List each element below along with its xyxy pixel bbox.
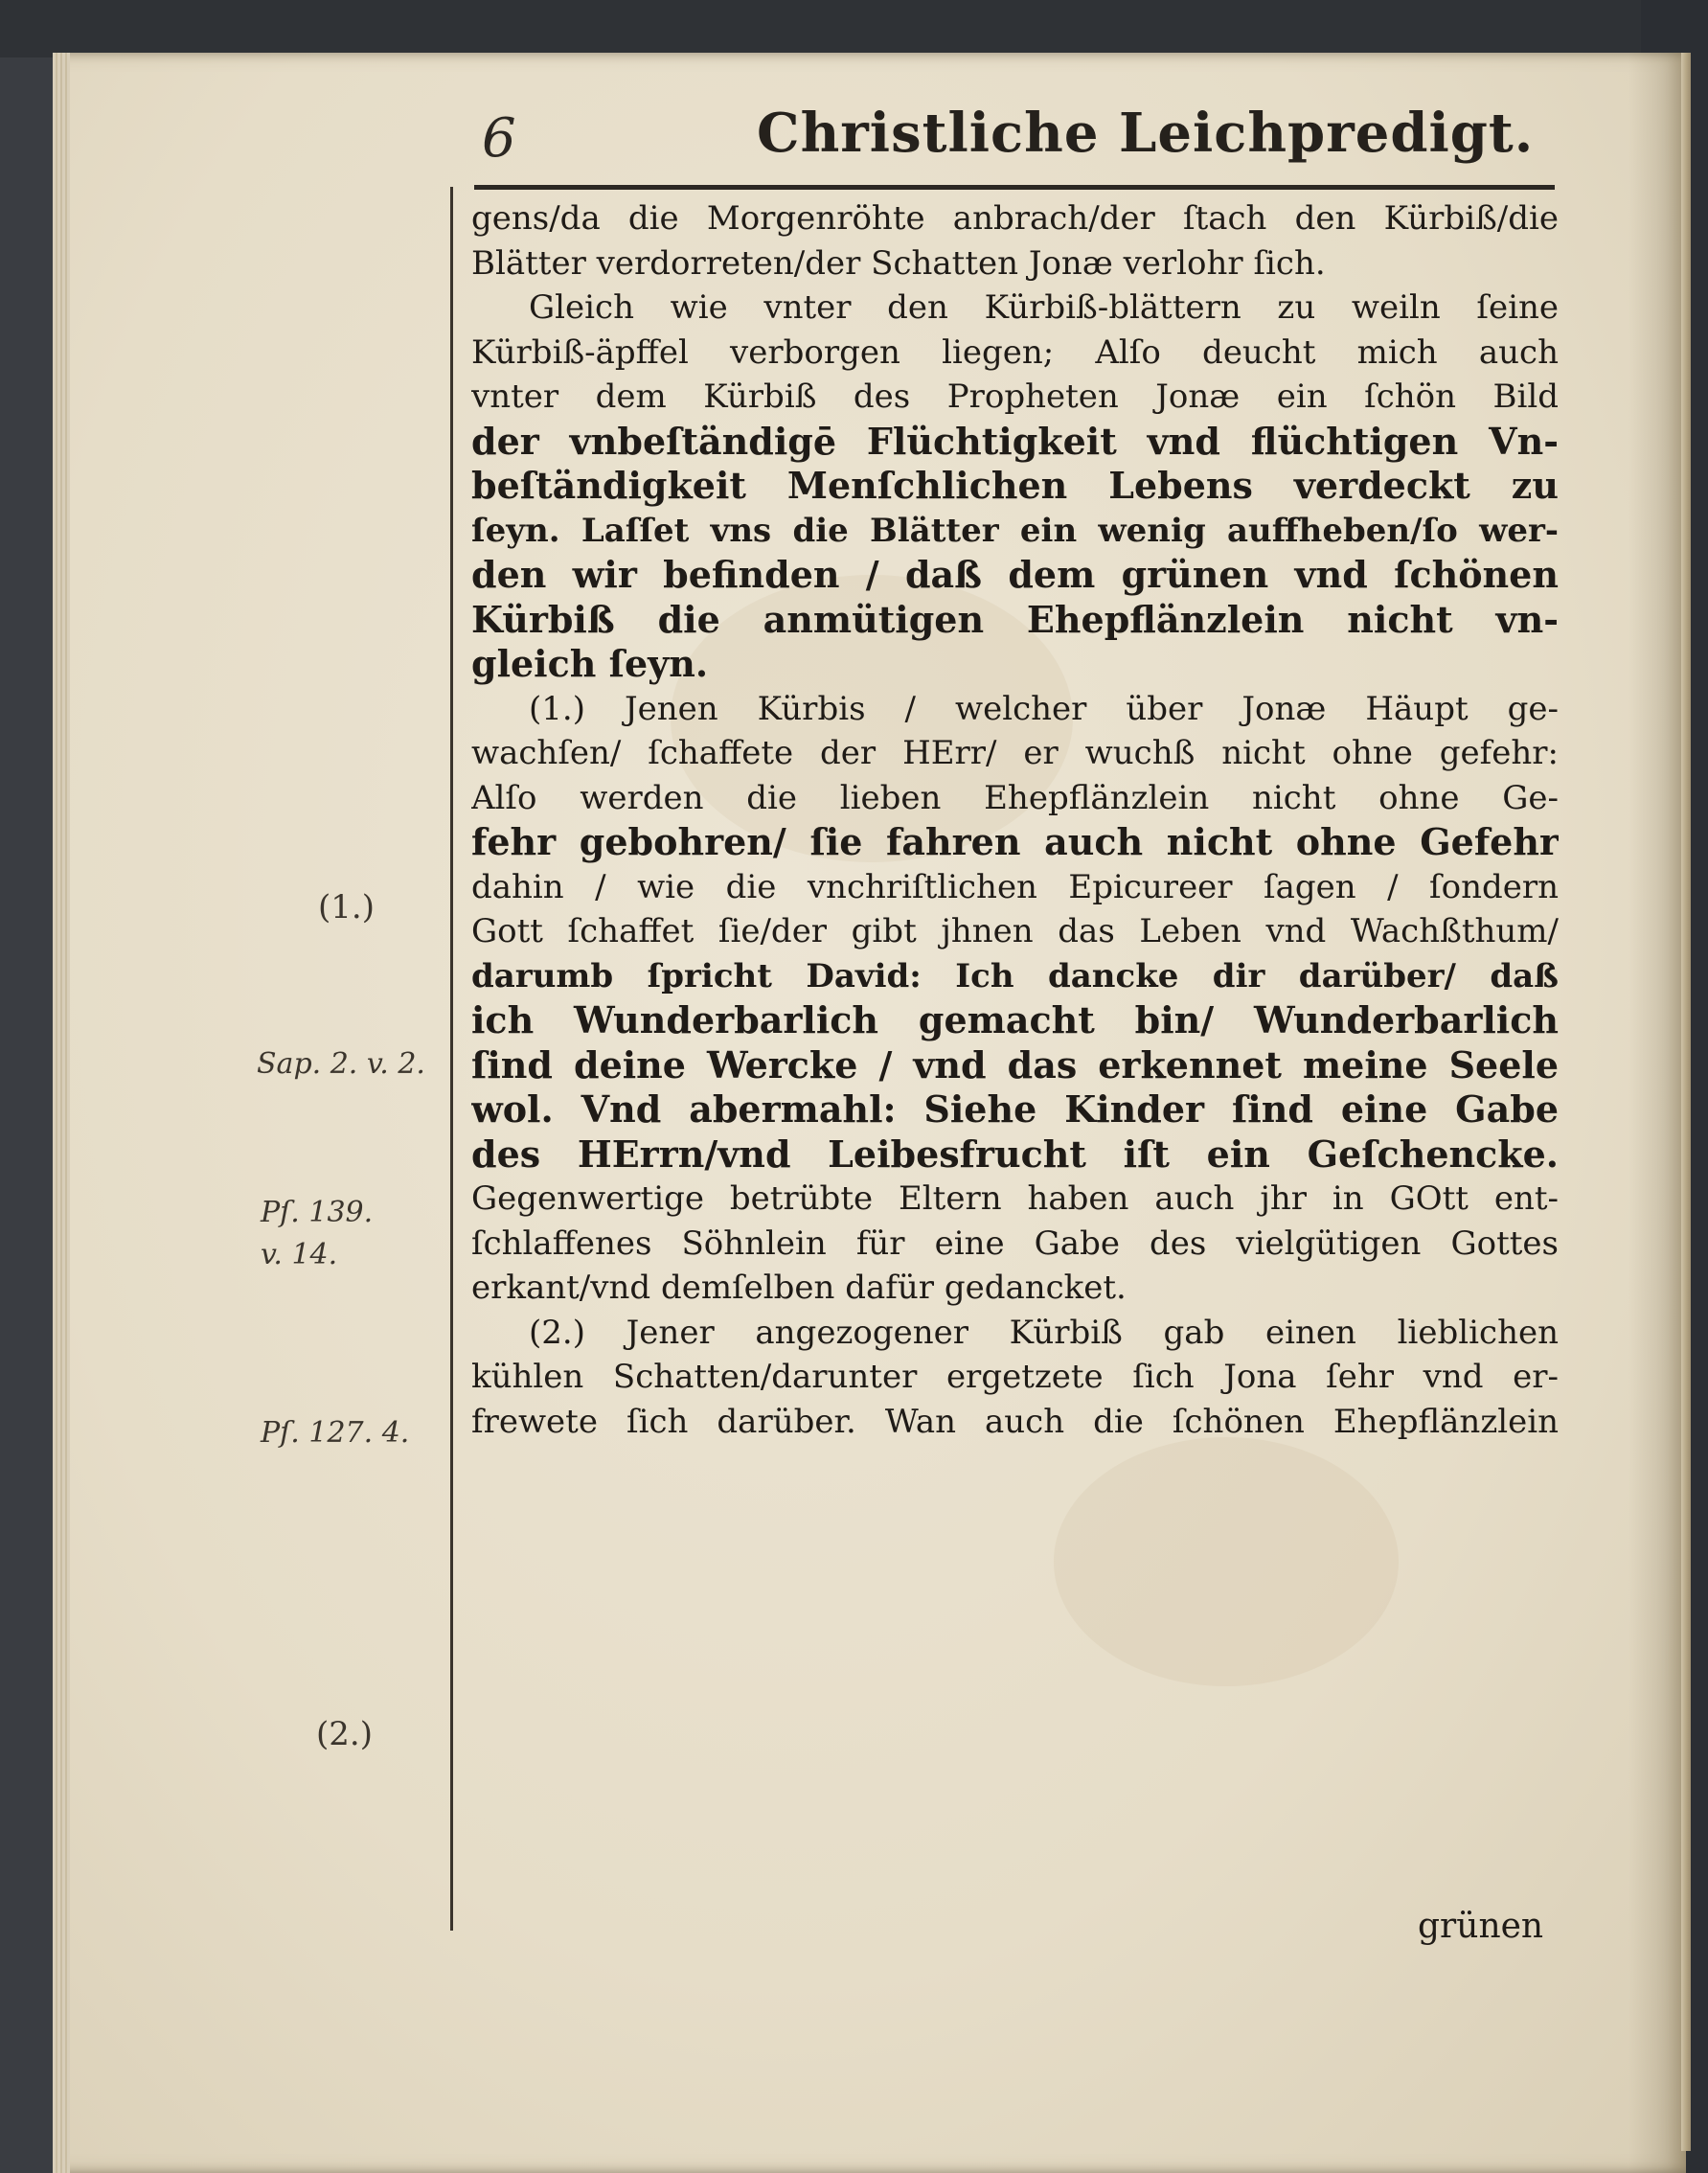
text-line: Gleich wie vnter den Kürbiß-blättern zu weiln ſeine bbox=[529, 288, 1559, 327]
catchword: grünen bbox=[1418, 1907, 1544, 1946]
text-line: dahin / wie die vnchriſtlichen Epicureer ſagen / ſondern bbox=[471, 867, 1559, 906]
text-line: beſtändigkeit Menſchlichen Lebens verdeckt zu bbox=[471, 464, 1559, 507]
text-line: den wir befinden / daß dem grünen vnd ſchönen bbox=[471, 553, 1559, 596]
body-text bbox=[471, 196, 1559, 1444]
margin-note: Sap. 2. v. 2. bbox=[257, 1047, 425, 1081]
text-line: kühlen Schatten/darunter ergetzete ſich Jona ſehr vnd er- bbox=[471, 1358, 1559, 1396]
text-line: Kürbiß-äpffel verborgen liegen; Alſo deucht mich auch bbox=[471, 332, 1559, 372]
text-line: des HErrn/vnd Leibesfrucht iſt ein Geſchencke. bbox=[471, 1132, 1559, 1176]
margin-note: Pſ. 127. 4. bbox=[261, 1416, 410, 1450]
gutter-shadow bbox=[1628, 53, 1686, 2173]
text-line: Kürbiß die anmütigen Ehepflänzlein nicht vn- bbox=[471, 597, 1559, 641]
text-line: frewete ſich darüber. Wan auch die ſchönen Ehepflänzlein bbox=[471, 1402, 1559, 1441]
margin-note: (1.) bbox=[318, 888, 375, 926]
text-line: vnter dem Kürbiß des Propheten Jonæ ein ſchön Bild bbox=[471, 377, 1559, 416]
next-page-edge bbox=[1681, 53, 1691, 2151]
text-line: (1.) Jenen Kürbis / welcher über Jonæ Häupt ge- bbox=[529, 689, 1559, 728]
text-line: ich Wunderbarlich gemacht bin/ Wunderbarlich bbox=[471, 998, 1559, 1041]
text-line: Gott ſchaffet ſie/der gibt jhnen das Leben vnd Wachßthum/ bbox=[471, 912, 1559, 950]
text-line: gleich ſeyn. bbox=[471, 642, 709, 685]
text-line: ſind deine Wercke / vnd das erkennet meine Seele bbox=[471, 1042, 1559, 1086]
running-head: Christliche Leichpredigt. bbox=[757, 102, 1535, 165]
margin-note: (2.) bbox=[316, 1715, 373, 1753]
header-rule bbox=[474, 185, 1555, 190]
text-line: der vnbeſtändigē Flüchtigkeit vnd flüchtigen Vn- bbox=[471, 419, 1559, 463]
margin-note: Pſ. 139. bbox=[261, 1196, 374, 1229]
text-line: wachſen/ ſchaffete der HErr/ er wuchß nicht ohne gefehr: bbox=[471, 734, 1559, 772]
page-stack-edge bbox=[53, 53, 70, 2173]
text-line: darumb ſpricht David: Ich dancke dir darüber/ daß bbox=[471, 956, 1559, 995]
page-number: 6 bbox=[482, 107, 516, 170]
paper-stain bbox=[1054, 1437, 1399, 1686]
text-line: wol. Vnd abermahl: Siehe Kinder ſind eine Gabe bbox=[471, 1087, 1559, 1131]
text-line: gens/da die Morgenröhte anbrach/der ſtach den Kürbiß/die bbox=[471, 199, 1559, 238]
text-line: Gegenwertige betrübte Eltern haben auch jhr in GOtt ent- bbox=[471, 1179, 1559, 1218]
text-line: erkant/vnd demſelben dafür gedancket. bbox=[471, 1269, 1127, 1307]
text-line: Alſo werden die lieben Ehepflänzlein nicht ohne Ge- bbox=[471, 778, 1559, 817]
text-line: fehr gebohren/ ſie fahren auch nicht ohne Gefehr bbox=[471, 820, 1559, 863]
margin-note: v. 14. bbox=[261, 1238, 338, 1271]
scanner-background bbox=[0, 0, 1708, 57]
column-rule bbox=[450, 187, 453, 1931]
text-line: (2.) Jener angezogener Kürbiß gab einen lieblichen bbox=[529, 1313, 1559, 1352]
text-line: ſchlaffenes Söhnlein für eine Gabe des vielgütigen Gottes bbox=[471, 1224, 1559, 1263]
text-line: Blätter verdorreten/der Schatten Jonæ verlohr ſich. bbox=[471, 243, 1326, 283]
text-line: ſeyn. Laſſet vns die Blätter ein wenig auffheben/ſo wer- bbox=[471, 511, 1559, 550]
